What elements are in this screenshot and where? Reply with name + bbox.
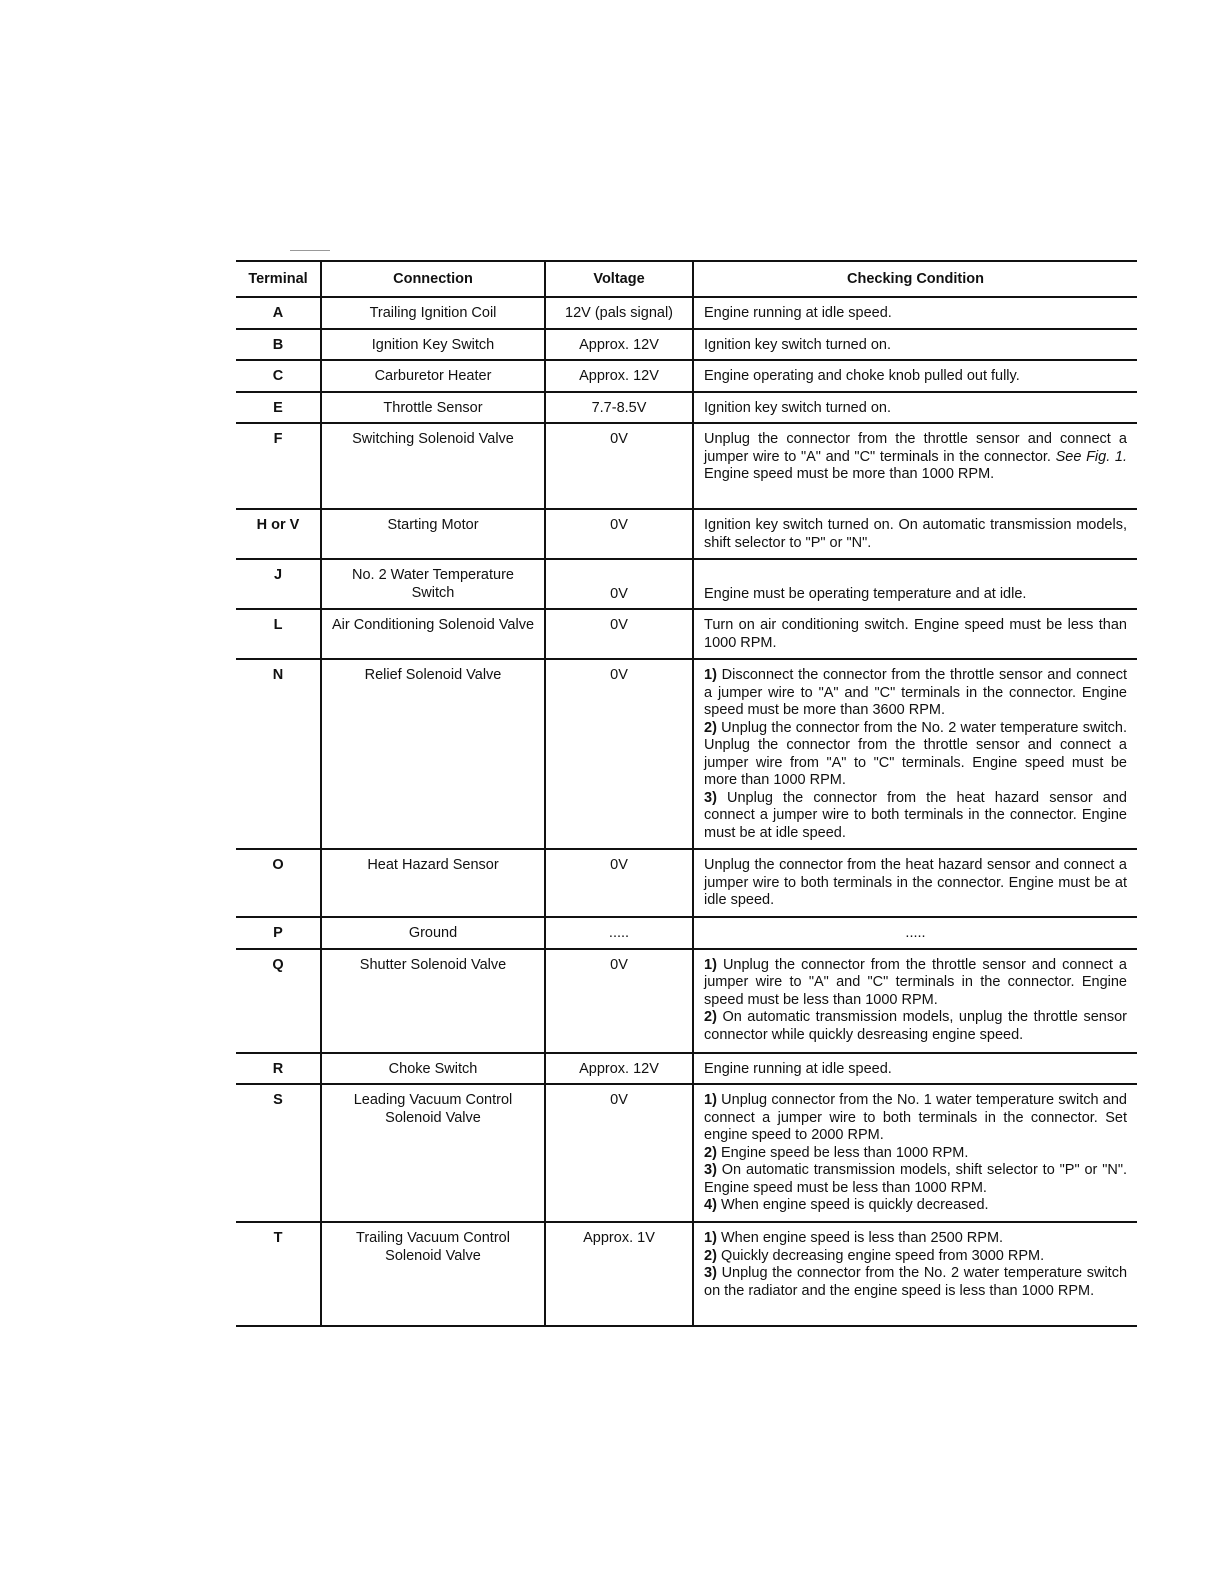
connection-cell: Starting Motor bbox=[321, 509, 545, 559]
voltage-cell: 12V (pals signal) bbox=[545, 297, 693, 329]
table-row bbox=[236, 559, 1137, 609]
connection-cell: Ignition Key Switch bbox=[321, 329, 545, 361]
step-text: When engine speed is quickly decreased. bbox=[720, 1197, 989, 1213]
connection-cell: Heat Hazard Sensor bbox=[321, 849, 545, 917]
connection-cell: Trailing Vacuum Control Solenoid Valve bbox=[321, 1222, 545, 1326]
condition-cell bbox=[693, 423, 1137, 509]
condition-cell bbox=[693, 1084, 1137, 1222]
condition-text: Engine speed must be more than 1000 RPM. bbox=[704, 466, 995, 482]
connection-cell: Switching Solenoid Valve bbox=[321, 423, 545, 509]
condition-cell: Engine must be operating temperature and at idle. bbox=[693, 559, 1137, 609]
condition-cell: Unplug the connector from the heat hazard sensor and connect a jumper wire to both terminals in the connector. Engine must be at idle speed. bbox=[693, 849, 1137, 917]
terminal-cell: P bbox=[236, 917, 321, 949]
condition-cell bbox=[693, 1222, 1137, 1326]
voltage-cell: ..... bbox=[545, 917, 693, 949]
connection-cell: Carburetor Heater bbox=[321, 360, 545, 392]
terminal-cell: F bbox=[236, 423, 321, 509]
condition-cell: Ignition key switch turned on. bbox=[693, 392, 1137, 424]
terminal-voltage-table bbox=[236, 260, 1137, 1327]
table-row bbox=[236, 917, 1137, 949]
condition-step bbox=[704, 1092, 1127, 1145]
terminal-cell: O bbox=[236, 849, 321, 917]
table-row bbox=[236, 392, 1137, 424]
condition-step bbox=[704, 1248, 1127, 1266]
step-text: When engine speed is less than 2500 RPM. bbox=[720, 1230, 1004, 1246]
condition-step bbox=[704, 957, 1127, 1010]
step-text: Unplug the connector from the throttle sensor and connect a jumper wire to "A" and "C" terminals in the connector. Engine speed must be less than 1000 RPM. bbox=[704, 956, 1128, 1008]
connection-cell: Trailing Ignition Coil bbox=[321, 297, 545, 329]
terminal-cell: S bbox=[236, 1084, 321, 1222]
condition-step bbox=[704, 720, 1127, 790]
voltage-cell: Approx. 12V bbox=[545, 1053, 693, 1085]
voltage-cell: 0V bbox=[545, 659, 693, 849]
connection-cell: Shutter Solenoid Valve bbox=[321, 949, 545, 1053]
header-connection: Connection bbox=[321, 261, 545, 297]
step-number: 1) bbox=[704, 1230, 717, 1246]
step-text: On automatic transmission models, shift selector to "P" or "N". Engine speed must be less than 1000 RPM. bbox=[704, 1162, 1128, 1196]
condition-cell: Ignition key switch turned on. On automatic transmission models, shift selector to "P" or "N". bbox=[693, 509, 1137, 559]
voltage-cell: 0V bbox=[545, 1084, 693, 1222]
condition-cell: Turn on air conditioning switch. Engine speed must be less than 1000 RPM. bbox=[693, 609, 1137, 659]
table-row bbox=[236, 297, 1137, 329]
condition-cell bbox=[693, 949, 1137, 1053]
terminal-cell: J bbox=[236, 559, 321, 609]
step-number: 4) bbox=[704, 1197, 717, 1213]
step-text: Unplug the connector from the No. 2 water temperature switch on the radiator and the engine speed is less than 1000 RPM. bbox=[704, 1265, 1128, 1299]
table-row bbox=[236, 659, 1137, 849]
header-terminal: Terminal bbox=[236, 261, 321, 297]
connection-cell: No. 2 Water Temperature Switch bbox=[321, 559, 545, 609]
table-header-row bbox=[236, 261, 1137, 297]
table-row bbox=[236, 609, 1137, 659]
terminal-cell: L bbox=[236, 609, 321, 659]
table-row bbox=[236, 509, 1137, 559]
terminal-cell: R bbox=[236, 1053, 321, 1085]
table-row bbox=[236, 360, 1137, 392]
step-number: 1) bbox=[704, 956, 717, 973]
step-text: Unplug the connector from the No. 2 water temperature switch. Unplug the connector from the throttle sensor and connect a jumper wire from "A" to "C" terminals. Engine speed must be more than 1000 RPM. bbox=[704, 719, 1128, 788]
step-number: 2) bbox=[704, 719, 717, 736]
condition-step bbox=[704, 1230, 1127, 1248]
table-row bbox=[236, 1222, 1137, 1326]
condition-cell: Engine running at idle speed. bbox=[693, 297, 1137, 329]
step-text: Engine speed be less than 1000 RPM. bbox=[720, 1144, 969, 1161]
condition-step bbox=[704, 1145, 1127, 1163]
step-text: On automatic transmission models, unplug the throttle sensor connector while quickly desreasing engine speed. bbox=[704, 1009, 1127, 1043]
terminal-cell: N bbox=[236, 659, 321, 849]
condition-cell: ..... bbox=[693, 917, 1137, 949]
connection-cell: Choke Switch bbox=[321, 1053, 545, 1085]
condition-step bbox=[704, 1265, 1127, 1300]
voltage-cell: Approx. 12V bbox=[545, 360, 693, 392]
table-row bbox=[236, 1084, 1137, 1222]
terminal-cell: H or V bbox=[236, 509, 321, 559]
table-row bbox=[236, 1053, 1137, 1085]
connection-cell: Leading Vacuum Control Solenoid Valve bbox=[321, 1084, 545, 1222]
figure-reference: See Fig. 1. bbox=[1055, 448, 1127, 465]
voltage-cell: 0V bbox=[545, 509, 693, 559]
connection-cell: Relief Solenoid Valve bbox=[321, 659, 545, 849]
header-voltage: Voltage bbox=[545, 261, 693, 297]
voltage-cell: 0V bbox=[545, 949, 693, 1053]
step-number: 2) bbox=[704, 1009, 717, 1025]
step-text: Unplug the connector from the heat hazard sensor and connect a jumper wire to both terminals in the connector. Engine must be at idle speed. bbox=[704, 789, 1127, 841]
voltage-cell: Approx. 12V bbox=[545, 329, 693, 361]
step-text: Unplug connector from the No. 1 water temperature switch and connect a jumper wire to both terminals in the connector. Set engine speed to 2000 RPM. bbox=[704, 1092, 1127, 1143]
terminal-cell: T bbox=[236, 1222, 321, 1326]
step-number: 2) bbox=[704, 1144, 717, 1161]
condition-step bbox=[704, 1009, 1127, 1044]
terminal-cell: B bbox=[236, 329, 321, 361]
terminal-cell: C bbox=[236, 360, 321, 392]
voltage-cell: 0V bbox=[545, 423, 693, 509]
condition-step bbox=[704, 1197, 1127, 1215]
step-number: 1) bbox=[704, 1092, 717, 1108]
table-row bbox=[236, 329, 1137, 361]
step-number: 3) bbox=[704, 789, 717, 806]
voltage-cell: 7.7-8.5V bbox=[545, 392, 693, 424]
terminal-cell: Q bbox=[236, 949, 321, 1053]
condition-step bbox=[704, 1162, 1127, 1197]
condition-cell: Engine running at idle speed. bbox=[693, 1053, 1137, 1085]
scan-mark bbox=[290, 250, 330, 251]
connection-cell: Throttle Sensor bbox=[321, 392, 545, 424]
condition-cell bbox=[693, 659, 1137, 849]
condition-text: Unplug the connector from the throttle sensor and connect a jumper wire to "A" and "C" terminals in the connector. bbox=[704, 431, 1127, 465]
terminal-cell: E bbox=[236, 392, 321, 424]
terminal-cell: A bbox=[236, 297, 321, 329]
table-row bbox=[236, 423, 1137, 509]
condition-step bbox=[704, 667, 1127, 720]
step-text: Disconnect the connector from the throttle sensor and connect a jumper wire to "A" and "C" terminals in the connector. Engine speed must be more than 3600 RPM. bbox=[704, 667, 1128, 718]
step-number: 3) bbox=[704, 1162, 717, 1178]
step-number: 2) bbox=[704, 1247, 717, 1264]
table-row bbox=[236, 849, 1137, 917]
header-condition: Checking Condition bbox=[693, 261, 1137, 297]
step-number: 1) bbox=[704, 667, 717, 683]
voltage-cell: Approx. 1V bbox=[545, 1222, 693, 1326]
step-number: 3) bbox=[704, 1265, 717, 1281]
condition-step bbox=[704, 790, 1127, 843]
voltage-cell: 0V bbox=[545, 559, 693, 609]
connection-cell: Air Conditioning Solenoid Valve bbox=[321, 609, 545, 659]
voltage-cell: 0V bbox=[545, 609, 693, 659]
condition-cell: Ignition key switch turned on. bbox=[693, 329, 1137, 361]
table-row bbox=[236, 949, 1137, 1053]
voltage-cell: 0V bbox=[545, 849, 693, 917]
connection-cell: Ground bbox=[321, 917, 545, 949]
condition-cell: Engine operating and choke knob pulled out fully. bbox=[693, 360, 1137, 392]
step-text: Quickly decreasing engine speed from 3000 RPM. bbox=[720, 1247, 1045, 1264]
